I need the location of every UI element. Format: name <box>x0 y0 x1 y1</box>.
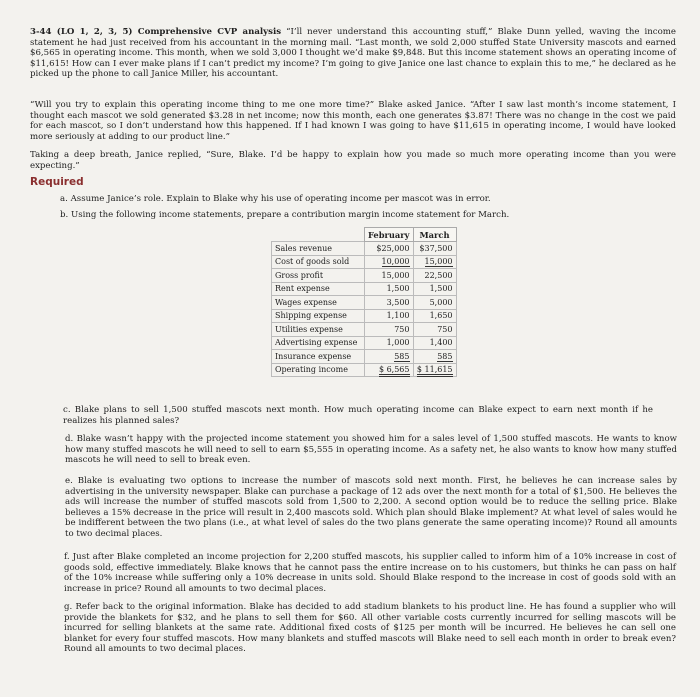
march-value: 1,500 <box>413 282 456 296</box>
march-value: 22,500 <box>413 269 456 283</box>
march-value: 750 <box>413 323 456 337</box>
requirement-b: b. Using the following income statements, prepare a contribution margin income statement for March. <box>60 210 510 220</box>
february-value: 1,500 <box>365 282 414 296</box>
table-row <box>272 363 457 377</box>
february-value <box>365 363 414 377</box>
march-value: 1,650 <box>413 309 456 323</box>
march-insurance: 585 <box>437 351 453 361</box>
requirement-g: g. Refer back to the original information. Blake has decided to add stadium blankets to his product line. He has found a supplier who will provide the blankets for $32, and he plans to sell them for $60. All other variable costs currently incurred for selling mascots will be incurred for selling blankets at the same rate. Additional fixed costs of $125 per month will be incurred. He believes he can sell one blanket for every four stuffed mascots. How many blankets and stuffed mascots will Blake need to sell each month in order to break even? Round all amounts to two decimal places. <box>64 602 676 655</box>
row-label: Insurance expense <box>272 350 365 364</box>
row-label: Shipping expense <box>272 309 365 323</box>
march-operating-income: $ 11,615 <box>417 365 453 377</box>
reply-paragraph: Taking a deep breath, Janice replied, “Sure, Blake. I’d be happy to explain how you made so much more operating income than you were expecting.” <box>30 150 676 171</box>
table-row <box>272 242 457 256</box>
march-value: 1,400 <box>413 336 456 350</box>
february-value: 750 <box>365 323 414 337</box>
requirement-e: e. Blake is evaluating two options to increase the number of mascots sold next month. First, he believes he can increase sales by advertising in the university newspaper. Blake can purchase a package of 12 ads over the next month for a total of $1,500. He believes the ads will increase the number of stuffed mascots sold from 1,500 to 2,200. A second option would be to reduce the selling price. Blake believes a 15% decrease in the price will result in 2,400 mascots sold. Which plan should Blake implement? At what level of sales would he be indifferent between the two plans (i.e., at what level of sales do the two plans generate the same operating income)? Round all amounts to two decimal places. <box>65 476 677 539</box>
february-value: 3,500 <box>365 296 414 310</box>
problem-title: 3-44 (LO 1, 2, 3, 5) Comprehensive CVP analysis <box>30 27 282 37</box>
row-label: Wages expense <box>272 296 365 310</box>
row-label: Cost of goods sold <box>272 255 365 269</box>
february-value <box>365 350 414 364</box>
february-insurance: 585 <box>394 351 410 361</box>
dialogue-paragraph: “Will you try to explain this operating income thing to me one more time?” Blake asked Janice. “After I saw last month’s income statement, I thought each mascot we sold generated $3.28 in net income; now this month, each one generates $3.87! There was no change in the cost we paid for each mascot, so I don’t understand how this happened. If I had known I was going to have $11,615 in operating income, I would have looked more seriously at adding to our product line.” <box>30 100 676 142</box>
table-header-row <box>272 228 457 242</box>
table-row <box>272 296 457 310</box>
income-statement-table <box>271 227 457 377</box>
problem-intro-paragraph <box>30 27 676 80</box>
february-value <box>365 255 414 269</box>
march-value <box>413 350 456 364</box>
required-heading: Required <box>30 176 84 188</box>
february-cogs: 10,000 <box>381 257 410 267</box>
february-value: 1,100 <box>365 309 414 323</box>
march-cogs: 15,000 <box>424 257 453 267</box>
table-row <box>272 282 457 296</box>
table-row <box>272 255 457 269</box>
row-label: Rent expense <box>272 282 365 296</box>
requirement-c: c. Blake plans to sell 1,500 stuffed mascots next month. How much operating income can Blake expect to earn next month if he realizes his planned sales? <box>63 405 653 426</box>
march-value: 5,000 <box>413 296 456 310</box>
february-value: 1,000 <box>365 336 414 350</box>
march-value: $37,500 <box>413 242 456 256</box>
column-header-march: March <box>413 228 456 242</box>
row-label: Advertising expense <box>272 336 365 350</box>
column-header-february: February <box>365 228 414 242</box>
row-label: Utilities expense <box>272 323 365 337</box>
february-value: 15,000 <box>365 269 414 283</box>
february-value: $25,000 <box>365 242 414 256</box>
march-value <box>413 363 456 377</box>
table-row <box>272 336 457 350</box>
requirement-d: d. Blake wasn’t happy with the projected income statement you showed him for a sales level of 1,500 stuffed mascots. He wants to know how many stuffed mascots he will need to sell to earn $5,555 in operating income. As a safety net, he also wants to know how many stuffed mascots he will need to sell to break even. <box>65 434 677 466</box>
table-row <box>272 323 457 337</box>
requirement-f: f. Just after Blake completed an income projection for 2,200 stuffed mascots, his supplier called to inform him of a 10% increase in cost of goods sold, effective immediately. Blake knows that he cannot pass the entire increase on to his customers, but thinks he can pass on half of the 10% increase while suffering only a 10% decrease in units sold. Should Blake respond to the increase in cost of goods sold with an increase in price? Round all amounts to two decimal places. <box>64 552 676 594</box>
table-row <box>272 309 457 323</box>
march-value <box>413 255 456 269</box>
table-row <box>272 269 457 283</box>
problem-intro-text: “I’ll never understand this accounting stuff,” Blake Dunn yelled, waving the income statement he had just received from his accountant in the morning mail. “Last month, we sold 2,000 stuffed State University mascots and earned $6,565 in operating income. This month, when we sold 3,000 I thought we’d make $9,848. But this income statement shows an operating income of $11,615! How can I ever make plans if I can’t predict my income? I’m going to give Janice one last chance to explain this to me,” he declared as he picked up the phone to call Janice Miller, his accountant. <box>30 27 676 80</box>
requirement-a: a. Assume Janice’s role. Explain to Blake why his use of operating income per mascot was in error. <box>60 194 491 204</box>
row-label: Operating income <box>272 363 365 377</box>
february-operating-income: $ 6,565 <box>379 365 410 377</box>
row-label: Sales revenue <box>272 242 365 256</box>
row-label: Gross profit <box>272 269 365 283</box>
header-blank-cell <box>272 228 365 242</box>
table-row <box>272 350 457 364</box>
